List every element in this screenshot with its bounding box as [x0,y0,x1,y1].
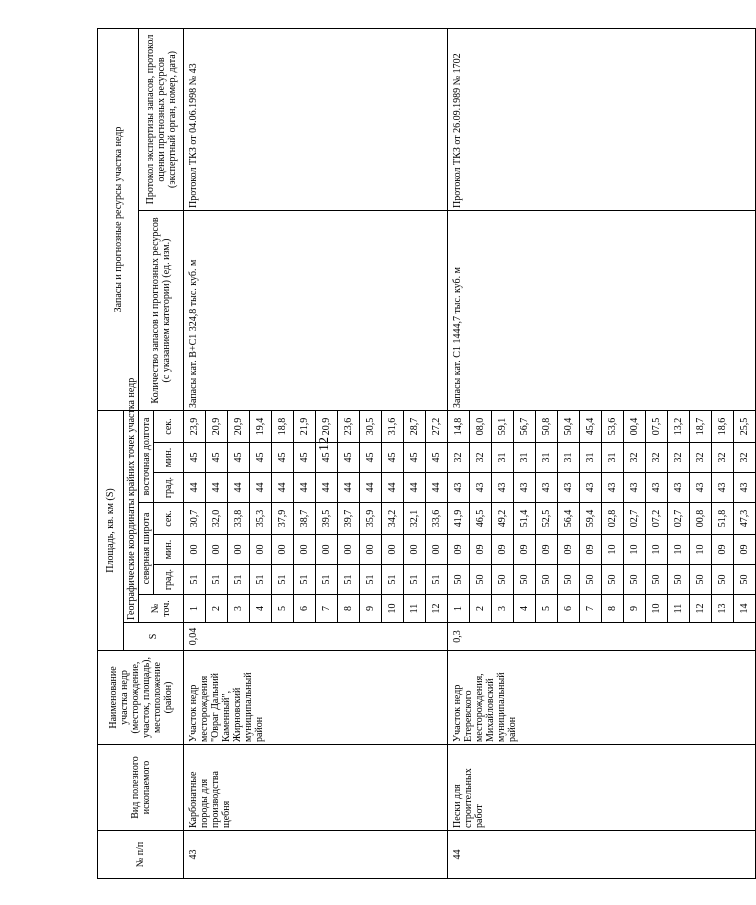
lat-deg: 50 [448,565,470,595]
row-number: 44 [448,831,756,879]
lon-sec: 23,9 [184,411,206,443]
lon-min: 32 [470,443,492,473]
lon-min: 31 [492,443,514,473]
point-number: 6 [294,595,316,623]
lon-deg: 44 [294,473,316,503]
lon-sec: 53,6 [602,411,624,443]
lat-deg: 51 [294,565,316,595]
lat-deg: 51 [184,565,206,595]
lon-min: 32 [448,443,470,473]
protocol-info: Протокол ТКЗ от 04.06.1998 № 43 [184,28,448,210]
lat-min: 00 [382,535,404,565]
lat-deg: 51 [228,565,250,595]
lon-min: 31 [536,443,558,473]
lon-min: 45 [184,443,206,473]
lon-min: 45 [360,443,382,473]
lon-deg: 43 [448,473,470,503]
point-number: 7 [316,595,338,623]
lat-sec: 38,7 [294,503,316,535]
lat-min: 09 [558,535,580,565]
lon-min: 45 [272,443,294,473]
lat-sec: 32,0 [206,503,228,535]
point-number: 13 [712,595,734,623]
lat-min: 09 [470,535,492,565]
lat-deg: 50 [734,565,756,595]
lon-min: 32 [646,443,668,473]
point-number: 14 [734,595,756,623]
lat-min: 00 [272,535,294,565]
lon-deg: 44 [316,473,338,503]
lat-deg: 50 [712,565,734,595]
lat-sec: 07,2 [646,503,668,535]
lat-sec: 37,9 [272,503,294,535]
lat-min: 00 [250,535,272,565]
table-row [184,28,206,878]
point-number: 5 [272,595,294,623]
lat-sec: 30,7 [184,503,206,535]
lon-sec: 18,7 [690,411,712,443]
lon-sec: 20,9 [316,411,338,443]
lat-sec: 59,4 [580,503,602,535]
lat-deg: 50 [558,565,580,595]
lat-min: 10 [668,535,690,565]
lon-sec: 25,5 [734,411,756,443]
lat-deg: 50 [514,565,536,595]
lat-min: 00 [294,535,316,565]
lat-min: 00 [426,535,448,565]
lon-deg: 43 [646,473,668,503]
lat-sec: 56,4 [558,503,580,535]
lat-deg: 50 [690,565,712,595]
lat-deg: 50 [492,565,514,595]
header-lat-min: мин. [154,535,184,565]
lon-sec: 18,8 [272,411,294,443]
lat-min: 09 [492,535,514,565]
lon-sec: 08,0 [470,411,492,443]
lon-deg: 44 [382,473,404,503]
lat-deg: 51 [250,565,272,595]
protocol-info: Протокол ТКЗ от 26.09.1989 № 1702 [448,28,756,210]
lon-min: 45 [338,443,360,473]
lat-min: 00 [360,535,382,565]
header-point: № точ. [139,595,184,623]
lat-sec: 39,7 [338,503,360,535]
deposit-name: Участок недр месторождения "Овраг Дальний Каменный", Жирновский муниципальный район [184,651,448,745]
lat-sec: 46,5 [470,503,492,535]
lon-sec: 00,4 [624,411,646,443]
lat-deg: 51 [272,565,294,595]
lat-deg: 50 [668,565,690,595]
lat-min: 10 [646,535,668,565]
lat-sec: 33,6 [426,503,448,535]
lat-sec: 47,3 [734,503,756,535]
lon-sec: 20,9 [228,411,250,443]
lon-min: 31 [514,443,536,473]
header-protocol: Протокол экспертизы запасов, протокол оценки прогнозных ресурсов (экспертный орган, номер, дата) [139,28,184,210]
lon-deg: 44 [228,473,250,503]
lat-sec: 49,2 [492,503,514,535]
lat-min: 09 [514,535,536,565]
lon-deg: 44 [272,473,294,503]
lon-sec: 07,5 [646,411,668,443]
header-lat-deg: град. [154,565,184,595]
lat-min: 10 [690,535,712,565]
point-number: 1 [448,595,470,623]
lon-deg: 43 [668,473,690,503]
lat-deg: 51 [382,565,404,595]
lat-min: 09 [712,535,734,565]
lon-deg: 43 [602,473,624,503]
lon-sec: 20,9 [206,411,228,443]
mineral-type: Карбонатные породы для производства щебня [184,745,448,831]
lat-min: 00 [206,535,228,565]
point-number: 10 [382,595,404,623]
lat-sec: 34,2 [382,503,404,535]
lat-min: 09 [536,535,558,565]
header-mineral: Вид полезного ископаемого [98,745,184,831]
header-num: № п/п [98,831,184,879]
rotated-table-wrapper [97,29,750,879]
resources-table [97,28,756,879]
lat-deg: 50 [536,565,558,595]
lon-deg: 43 [712,473,734,503]
lon-deg: 43 [470,473,492,503]
lon-min: 31 [580,443,602,473]
lon-min: 45 [404,443,426,473]
header-lon-sec: сек. [154,411,184,443]
lat-deg: 51 [404,565,426,595]
point-number: 6 [558,595,580,623]
point-number: 10 [646,595,668,623]
point-number: 12 [426,595,448,623]
lon-min: 32 [690,443,712,473]
point-number: 5 [536,595,558,623]
lat-sec: 33,8 [228,503,250,535]
lon-sec: 56,7 [514,411,536,443]
lon-deg: 43 [580,473,602,503]
header-s: S [124,623,184,651]
lat-min: 00 [404,535,426,565]
point-number: 8 [338,595,360,623]
lat-min: 00 [184,535,206,565]
lat-min: 00 [228,535,250,565]
lat-min: 10 [624,535,646,565]
lat-sec: 02,7 [624,503,646,535]
lon-min: 45 [426,443,448,473]
lon-min: 45 [206,443,228,473]
point-number: 3 [228,595,250,623]
reserves-amount: Запасы кат. B+C1 324,8 тыс. куб. м [184,211,448,411]
area-value: 0,3 [448,623,756,651]
lon-min: 45 [228,443,250,473]
lat-min: 10 [602,535,624,565]
lon-sec: 50,4 [558,411,580,443]
header-lon-deg: град. [154,473,184,503]
lon-min: 45 [250,443,272,473]
point-number: 9 [360,595,382,623]
lat-sec: 35,9 [360,503,382,535]
lon-min: 45 [294,443,316,473]
page-number: 12 [317,437,332,451]
lat-sec: 51,8 [712,503,734,535]
table-row [448,28,470,878]
point-number: 11 [668,595,690,623]
lon-sec: 13,2 [668,411,690,443]
mineral-type: Пески для строительных работ [448,745,756,831]
lon-deg: 44 [250,473,272,503]
point-number: 2 [206,595,228,623]
lon-deg: 43 [492,473,514,503]
point-number: 12 [690,595,712,623]
lat-sec: 02,7 [668,503,690,535]
point-number: 1 [184,595,206,623]
point-number: 2 [470,595,492,623]
point-number: 11 [404,595,426,623]
lat-min: 09 [580,535,602,565]
point-number: 8 [602,595,624,623]
lat-deg: 50 [580,565,602,595]
point-number: 3 [492,595,514,623]
lon-min: 32 [624,443,646,473]
lon-min: 31 [602,443,624,473]
lon-deg: 44 [426,473,448,503]
row-number: 43 [184,831,448,879]
lat-sec: 51,4 [514,503,536,535]
area-value: 0,04 [184,623,448,651]
lon-deg: 43 [624,473,646,503]
lon-sec: 50,8 [536,411,558,443]
deposit-name: Участок недр Етеревского месторождения, Михайловский муниципальный район [448,651,756,745]
lon-sec: 28,7 [404,411,426,443]
lon-deg: 44 [338,473,360,503]
lat-deg: 50 [624,565,646,595]
lat-min: 00 [316,535,338,565]
lat-sec: 00,8 [690,503,712,535]
lon-deg: 44 [360,473,382,503]
header-reserves: Количество запасов и прогнозных ресурсов (с указанием категории) (ед. изм.) [139,211,184,411]
header-area-group: Площадь, кв. км (S) [98,411,124,651]
lon-min: 45 [316,443,338,473]
lon-min: 32 [734,443,756,473]
lat-min: 00 [338,535,360,565]
lon-deg: 44 [206,473,228,503]
lon-deg: 43 [558,473,580,503]
lat-sec: 32,1 [404,503,426,535]
lat-deg: 51 [316,565,338,595]
lat-deg: 50 [646,565,668,595]
header-name: Наименование участка недр (месторождение, участок, площадь), местоположение (район) [98,651,184,745]
lon-deg: 43 [734,473,756,503]
point-number: 4 [514,595,536,623]
lon-deg: 43 [690,473,712,503]
reserves-amount: Запасы кат. C1 1444,7 тыс. куб. м [448,211,756,411]
header-lat-group: северная широта [139,503,154,595]
lon-sec: 19,4 [250,411,272,443]
point-number: 4 [250,595,272,623]
lat-deg: 51 [338,565,360,595]
lat-sec: 41,9 [448,503,470,535]
lat-deg: 50 [470,565,492,595]
lat-sec: 39,5 [316,503,338,535]
header-lat-sec: сек. [154,503,184,535]
lon-sec: 14,8 [448,411,470,443]
lat-sec: 02,8 [602,503,624,535]
lat-min: 09 [734,535,756,565]
lat-deg: 51 [426,565,448,595]
lat-sec: 52,5 [536,503,558,535]
lat-min: 09 [448,535,470,565]
lon-sec: 45,4 [580,411,602,443]
lon-deg: 44 [184,473,206,503]
lon-deg: 44 [404,473,426,503]
lon-sec: 21,9 [294,411,316,443]
lon-sec: 23,6 [338,411,360,443]
point-number: 9 [624,595,646,623]
lon-min: 32 [668,443,690,473]
lon-min: 32 [712,443,734,473]
lat-deg: 50 [602,565,624,595]
lon-sec: 30,5 [360,411,382,443]
lon-sec: 18,6 [712,411,734,443]
lon-sec: 31,6 [382,411,404,443]
header-reserves-group: Запасы и прогнозные ресурсы участка недр [98,28,139,410]
lat-deg: 51 [360,565,382,595]
point-number: 7 [580,595,602,623]
lat-sec: 35,3 [250,503,272,535]
lon-sec: 27,2 [426,411,448,443]
header-lon-min: мин. [154,443,184,473]
lon-min: 31 [558,443,580,473]
lon-deg: 43 [514,473,536,503]
header-lon-group: восточная долгота [139,411,154,503]
lon-sec: 59,1 [492,411,514,443]
header-coords-group: Географические координаты крайних точек участка недр [124,411,139,623]
lon-min: 45 [382,443,404,473]
lat-deg: 51 [206,565,228,595]
lon-deg: 43 [536,473,558,503]
